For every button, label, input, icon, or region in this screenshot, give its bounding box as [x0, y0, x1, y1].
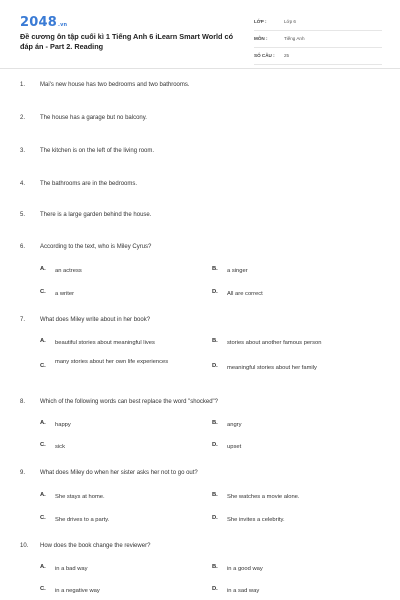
question-number: 10.	[20, 543, 29, 549]
meta-row-socau	[254, 51, 382, 65]
option-letter: C.	[40, 586, 46, 592]
meta-value-mon: Tiếng Anh	[284, 36, 305, 41]
question-number: 7.	[20, 317, 26, 323]
question-number: 5.	[20, 212, 26, 218]
option-letter: D.	[212, 363, 218, 369]
option-text: She stays at home.	[55, 494, 105, 500]
option-letter: B.	[212, 266, 218, 272]
option-text: a singer	[227, 268, 248, 274]
option-letter: D.	[212, 442, 218, 448]
meta-panel	[254, 17, 382, 68]
option-letter: B.	[212, 338, 218, 344]
option-text: happy	[55, 422, 71, 428]
meta-label-lop: LỚP :	[254, 19, 267, 24]
option-text: in a negative way	[55, 588, 100, 594]
question-number: 6.	[20, 244, 26, 250]
logo-suffix: .vn	[57, 22, 68, 28]
option-text: beautiful stories about meaningful lives	[55, 340, 155, 346]
meta-label-socau: SỐ CÂU :	[254, 53, 275, 58]
option-letter: A.	[40, 420, 46, 426]
meta-row-lop	[254, 17, 382, 31]
option-text: All are correct	[227, 291, 263, 297]
option-letter: B.	[212, 564, 218, 570]
question-text: According to the text, who is Miley Cyrus?	[40, 244, 152, 250]
option-text: upset	[227, 444, 242, 450]
question-number: 4.	[20, 181, 26, 187]
meta-value-socau: 25	[284, 53, 290, 58]
option-text: in a good way	[227, 566, 263, 572]
option-text: She invites a celebrity.	[227, 517, 285, 523]
question-text: How does the book change the reviewer?	[40, 543, 151, 549]
option-text: meaningful stories about her family	[227, 365, 317, 371]
question-text: There is a large garden behind the house.	[40, 212, 152, 218]
option-letter: C.	[40, 442, 46, 448]
logo-main: 2048	[20, 15, 57, 30]
option-text: a writer	[55, 291, 75, 297]
option-letter: C.	[40, 289, 46, 295]
option-letter: C.	[40, 363, 46, 369]
worksheet-header	[0, 0, 400, 62]
option-text: She drives to a party.	[55, 517, 110, 523]
option-text: in a sad way	[227, 588, 260, 594]
option-text: an actress	[55, 268, 82, 274]
question-number: 3.	[20, 148, 26, 154]
option-letter: C.	[40, 515, 46, 521]
option-text: angry	[227, 422, 242, 428]
question-text: Mai's new house has two bedrooms and two bathrooms.	[40, 82, 190, 88]
question-number: 8.	[20, 399, 26, 405]
option-letter: A.	[40, 492, 46, 498]
option-letter: A.	[40, 338, 46, 344]
option-letter: A.	[40, 266, 46, 272]
option-letter: D.	[212, 515, 218, 521]
question-text: The bathrooms are in the bedrooms.	[40, 181, 138, 187]
site-logo[interactable]	[20, 15, 67, 30]
option-text: many stories about her own life experiences	[55, 359, 169, 365]
header-divider	[0, 68, 400, 69]
question-text: Which of the following words can best replace the word "shocked"?	[40, 399, 219, 405]
meta-value-lop: Lớp 6	[284, 19, 296, 24]
question-text: What does Miley write about in her book?	[40, 317, 151, 323]
option-letter: D.	[212, 289, 218, 295]
question-text: The house has a garage but no balcony.	[40, 115, 147, 121]
option-text: sick	[55, 444, 65, 450]
question-number: 9.	[20, 470, 26, 476]
question-number: 2.	[20, 115, 26, 121]
worksheet-title: Đề cương ôn tập cuối kì 1 Tiếng Anh 6 iLearn Smart World có đáp án - Part 2. Reading	[20, 32, 234, 51]
question-text: The kitchen is on the left of the living room.	[40, 148, 155, 154]
question-text: What does Miley do when her sister asks her not to go out?	[40, 470, 198, 476]
option-letter: B.	[212, 420, 218, 426]
question-number: 1.	[20, 82, 26, 88]
option-text: in a bad way	[55, 566, 88, 572]
option-letter: A.	[40, 564, 46, 570]
meta-row-mon	[254, 34, 382, 48]
option-text: She watches a movie alone.	[227, 494, 300, 500]
option-letter: B.	[212, 492, 218, 498]
meta-label-mon: MÔN :	[254, 36, 268, 41]
option-text: stories about another famous person	[227, 340, 322, 346]
option-letter: D.	[212, 586, 218, 592]
